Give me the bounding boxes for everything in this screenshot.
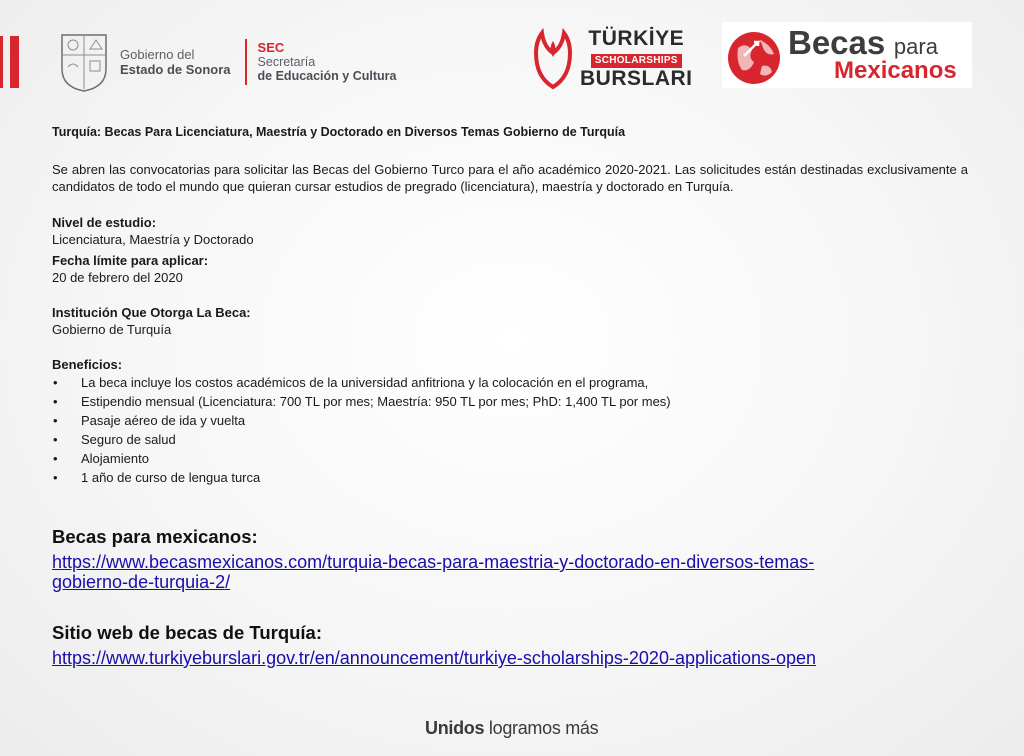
becas-para-mexicanos-logo xyxy=(722,22,972,88)
gobierno-sonora-text xyxy=(120,47,231,77)
burslari-word: BURSLARI xyxy=(580,67,693,90)
sec-text xyxy=(258,41,397,83)
list-item: • Pasaje aéreo de ida y vuelta xyxy=(52,411,968,430)
page-title: Turquía: Becas Para Licenciatura, Maestría y Doctorado en Diversos Temas Gobierno de Turquía xyxy=(52,125,626,139)
accent-bar-left xyxy=(0,36,3,88)
nivel-label: Nivel de estudio: xyxy=(52,215,157,230)
turkiye-burslari-link[interactable]: https://www.turkiyeburslari.gov.tr/en/announcement/turkiye-scholarships-2020-applications-open xyxy=(52,648,817,668)
beneficios-list xyxy=(52,373,968,487)
footer-slogan xyxy=(425,718,598,739)
sonora-coat-of-arms-icon xyxy=(58,31,110,93)
fecha-value: 20 de febrero del 2020 xyxy=(52,270,183,285)
beneficios-label: Beneficios: xyxy=(52,357,123,372)
institucion-value: Gobierno de Turquía xyxy=(52,322,172,337)
turkiye-burslari-logo xyxy=(530,24,693,94)
sec-line1: Secretaría xyxy=(257,55,316,69)
logo-divider xyxy=(245,39,247,85)
sec-line2: de Educación y Cultura xyxy=(257,69,397,83)
para-word: para xyxy=(893,34,938,59)
slogan-rest: logramos más xyxy=(484,718,599,738)
gobierno-line2: Estado de Sonora xyxy=(120,62,231,77)
links-section xyxy=(52,526,992,668)
nivel-value: Licenciatura, Maestría y Doctorado xyxy=(52,232,254,247)
gobierno-line1: Gobierno del xyxy=(120,47,195,62)
sec-acronym: SEC xyxy=(257,40,285,55)
turkiye-word: TÜRKİYE xyxy=(588,27,685,50)
list-item: • 1 año de curso de lengua turca xyxy=(52,468,968,487)
becas-mexicanos-heading: Becas para mexicanos: xyxy=(52,526,258,547)
list-item: • Seguro de salud xyxy=(52,430,968,449)
list-item: • Estipendio mensual (Licenciatura: 700 TL por mes; Maestría: 950 TL por mes; PhD: 1,400 TL por mes) xyxy=(52,392,968,411)
slogan-bold: Unidos xyxy=(425,718,485,738)
tulip-icon xyxy=(530,27,576,91)
institucion-label: Institución Que Otorga La Beca: xyxy=(52,305,251,320)
scholarships-word: SCHOLARSHIPS xyxy=(591,54,682,68)
becas-url-line2: gobierno-de-turquia-2/ xyxy=(52,572,231,592)
list-item: • La beca incluye los costos académicos de la universidad anfitriona y la colocación en el programa, xyxy=(52,373,968,392)
main-content xyxy=(52,124,968,487)
turkiye-text xyxy=(580,28,693,90)
becas-word: Becas para xyxy=(788,24,938,61)
list-item: • Alojamiento xyxy=(52,449,968,468)
sonora-sec-logo xyxy=(58,30,396,94)
mexicanos-word: Mexicanos xyxy=(834,57,957,84)
becas-mexicanos-link[interactable] xyxy=(52,552,992,592)
fecha-label: Fecha límite para aplicar: xyxy=(52,253,209,268)
intro-paragraph: Se abren las convocatorias para solicitar las Becas del Gobierno Turco para el año académico 2020-2021. Las solicitudes están destinadas exclusivamente a candidatos de todo el mundo que quieran cursar estudios de pregrado (licenciatura), maestría y doctorado en Turquía. xyxy=(52,162,968,194)
accent-bar-left-inner xyxy=(10,36,19,88)
turquia-site-heading: Sitio web de becas de Turquía: xyxy=(52,622,323,643)
globe-icon xyxy=(724,26,786,88)
becas-url-line1: https://www.becasmexicanos.com/turquia-becas-para-maestria-y-doctorado-en-diversos-temas- xyxy=(52,552,815,572)
